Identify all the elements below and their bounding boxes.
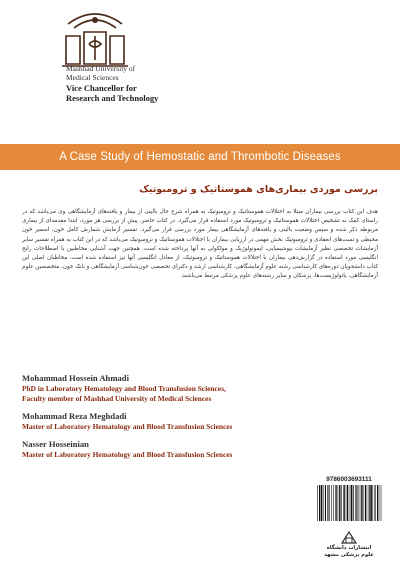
barcode-bar	[365, 485, 366, 521]
publisher-line1: انتشارات دانشگاه	[326, 545, 372, 551]
barcode-bar	[375, 485, 376, 521]
authors-list	[22, 372, 382, 466]
vice-chancellor-office	[66, 83, 158, 103]
barcode-bar	[359, 485, 360, 521]
barcode-bar	[361, 485, 362, 521]
author-entry	[22, 410, 382, 432]
barcode-bar	[369, 485, 370, 521]
university-name	[66, 64, 135, 82]
barcode-bar	[353, 485, 354, 521]
barcode-bar	[362, 485, 363, 521]
university-name-line1: Mashhad University of	[66, 64, 136, 73]
publisher-block	[318, 530, 380, 559]
barcode-bar	[341, 485, 342, 521]
author-entry	[22, 438, 382, 460]
barcode-bar	[327, 485, 328, 521]
office-line2: Research and Technology	[66, 93, 159, 103]
barcode-bar	[377, 485, 378, 521]
persian-title: بررسی موردی بیماری‌های هموستاتیک و ترومبوتیک	[139, 184, 378, 195]
barcode-bar	[317, 485, 318, 521]
barcode-bar	[319, 485, 320, 521]
barcode-icon	[316, 485, 382, 521]
barcode-bar	[335, 485, 336, 521]
university-name-line2: Medical Sciences	[66, 73, 119, 82]
barcode-bar	[373, 485, 374, 521]
barcode-bar	[347, 485, 349, 521]
barcode-bar	[379, 485, 380, 521]
title-banner	[0, 144, 400, 170]
publisher-line2: علوم پزشکی مشهد	[324, 552, 374, 558]
barcode-bar	[343, 485, 344, 521]
barcode-bar	[333, 485, 334, 521]
barcode-bar	[336, 485, 337, 521]
barcode-bar	[331, 485, 332, 521]
barcode-bar	[329, 485, 330, 521]
university-emblem-icon	[60, 6, 130, 72]
isbn-block	[316, 476, 382, 526]
author-affiliation: Master of Laboratory Hematology and Blood Transfusion Sciences	[22, 422, 233, 431]
barcode-bar	[350, 485, 351, 521]
publisher-emblem-icon	[341, 530, 357, 544]
publisher-name	[318, 545, 380, 559]
isbn-number: 9786003693111	[326, 476, 372, 483]
barcode-bar	[339, 485, 340, 521]
barcode-bar	[358, 485, 359, 521]
barcode-bar	[323, 485, 324, 521]
author-name: Nasser Hosseinian	[22, 439, 89, 449]
barcode-bar	[355, 485, 356, 521]
office-line1: Vice Chancellor for	[66, 83, 137, 93]
barcode-bar	[381, 485, 382, 521]
english-title: A Case Study of Hemostatic and Thrombotic Diseases	[59, 151, 341, 163]
barcode-bar	[325, 485, 326, 521]
author-affiliation: Master of Laboratory Hematology and Blood Transfusion Sciences	[22, 450, 233, 459]
barcode-bar	[356, 485, 357, 521]
persian-description: هدف این کتاب بررسی بیماران مبتلا به اختلالات هموستاتیک و ترومبوتیک به همراه شرح حال بالینی از بیمار و یافته‌های آزمایشگاهی وی می‌باشد که در راستای کمک به تشخیص اختلالات هموستاتیک و ترومبوتیک مورد استفاده قرار می‌گیرد. در کتاب حاضر، پیش از بررسی هر مورد، ابتدا مقدمه‌ای از بیماری مربوطه ذکر شده و سپس وضعیت بالینی و یافته‌های آزمایشگاهی بیمار مورد بررسی قرار می‌گیرد. تفسیر آزمایش شمارش کامل خون، اسمیر خون محیطی و تست‌های انعقادی و ترومبوتیک بخش مهمی در ارزیابی بیماران با اختلالات هموستاتیک و ترومبوتیک می‌باشد که در این کتاب به همراه تفسیر سایر آزمایشات تخصصی نظیر آزمایشات بیوشیمیایی، ایمونولوژیک و مولکولی به آنها پرداخته شده است. همچنین جهت آشنایی مخاطبین با اصطلاحات رایج انگلیسی مورد استفاده در گزارش‌دهی بیماران با اختلالات هموستاتیک و ترومبوتیک، از معادل انگلیسی آنها نیز استفاده شده است. مخاطبان اصلی این کتاب دانشجویان دوره‌های کارشناسی رشته علوم آزمایشگاهی، کارشناسی ارشد و دکترای تخصصی خون‌شناسی آزمایشگاهی و بانک خون، متخصصین علوم آزمایشگاهی، پاتولوژیست‌ها، پزشکان و سایر رشته‌های علوم پزشکی مرتبط می‌باشند.	[22, 209, 378, 280]
author-name: Mohammad Reza Meghdadi	[22, 411, 127, 421]
author-affiliation: PhD in Laboratory Hematology and Blood Transfusion Sciences,	[22, 384, 226, 393]
barcode-bar	[344, 485, 345, 521]
barcode-bar	[351, 485, 352, 521]
barcode-bar	[367, 485, 368, 521]
barcode-bar	[370, 485, 372, 521]
author-name: Mohammad Hossein Ahmadi	[22, 373, 129, 383]
barcode-bar	[321, 485, 323, 521]
author-affiliation: Faculty member of Mashhad University of Medical Sciences	[22, 394, 212, 403]
author-entry	[22, 372, 382, 404]
